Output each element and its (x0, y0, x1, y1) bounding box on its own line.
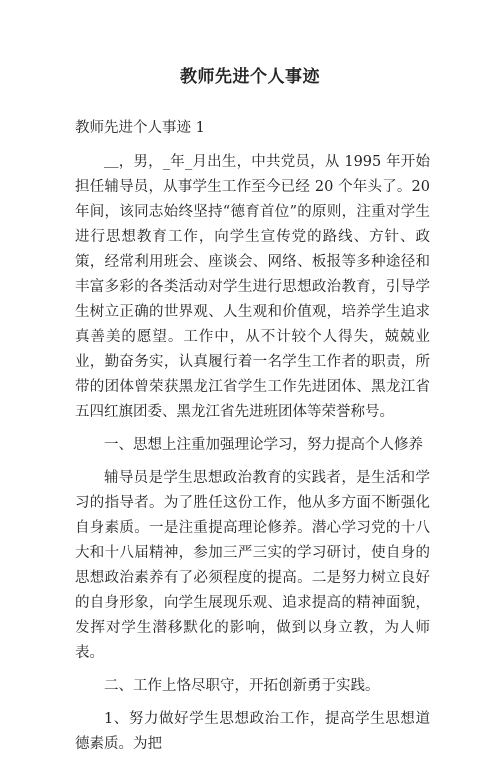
paragraph-intro: ＿，男，_年_月出生，中共党员，从 1995 年开始担任辅导员，从事学生工作至今已经 20 个年头了。20 年间，该同志始终坚持“德育首位”的原则，注重对学生进行思想教育工作，向学生宣传党的路线、方针、政策，经常利用班会、座谈会、网络、板报等多种途径和丰富多彩的各类活动对学生进行思想政治教育，引导学生树立正确的世界观、人生观和价值观，培养学生追求真善美的愿望。工作中，从不计较个人得失，兢兢业业，勤奋务实，认真履行着一名学生工作者的职责，所带的团体曾荣获黑龙江省学生工作先进团体、黑龙江省五四红旗团委、黑龙江省先进班团体等荣誉称号。 (75, 154, 430, 420)
section-heading-1: 一、思想上注重加强理论学习，努力提高个人修养 (104, 437, 423, 453)
document-subtitle: 教师先进个人事迹 1 (75, 120, 205, 136)
paragraph-section-1: 辅导员是学生思想政治教育的实践者，是生活和学习的指导者。为了胜任这份工作，他从多方面不断强化自身素质。一是注重提高理论修养。潜心学习党的十八大和十八届精神，参加三严三实的学习研讨，使自身的思想政治素养有了必须程度的提高。二是努力树立良好的自身形象，向学生展现乐观、追求提高的精神面貌，发挥对学生潜移默化的影响，做到以身立教，为人师表。 (75, 470, 430, 661)
document-title: 教师先进个人事迹 (180, 67, 320, 87)
section-heading-2: 二、工作上恪尽职守，开拓创新勇于实践。 (104, 678, 380, 694)
document-body (75, 116, 430, 765)
paragraph-section-2: 1、努力做好学生思想政治工作，提高学生思想道德素质。为把 (75, 711, 430, 752)
